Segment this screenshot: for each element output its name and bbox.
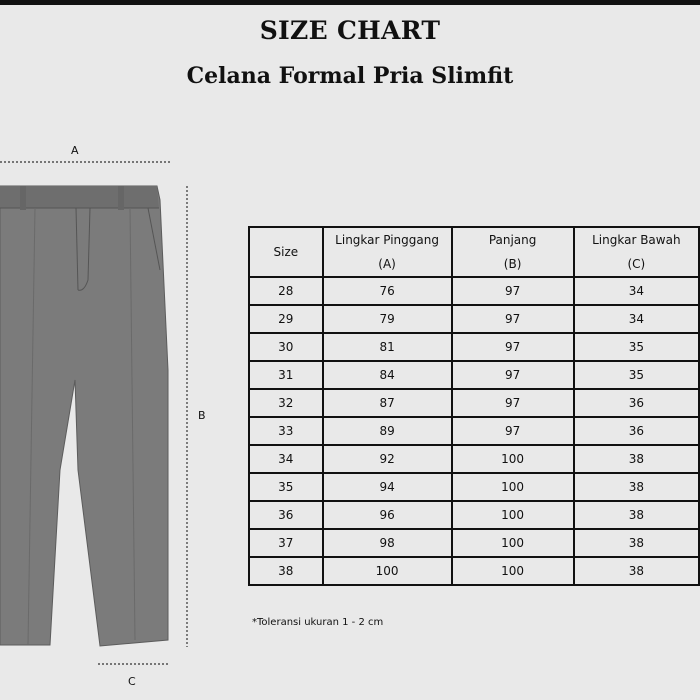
tolerance-note: *Toleransi ukuran 1 - 2 cm [252, 617, 384, 628]
header-hem-label: Lingkar Bawah [592, 233, 681, 247]
cell-waist: 96 [323, 501, 452, 529]
cell-waist: 87 [323, 389, 452, 417]
cell-length: 100 [452, 501, 574, 529]
cell-hem: 38 [574, 501, 699, 529]
cell-length: 97 [452, 333, 574, 361]
cell-waist: 92 [323, 445, 452, 473]
pants-diagram [0, 140, 230, 690]
cell-hem: 38 [574, 529, 699, 557]
cell-waist: 98 [323, 529, 452, 557]
size-table [248, 226, 700, 586]
cell-waist: 76 [323, 277, 452, 305]
cell-length: 97 [452, 389, 574, 417]
cell-size: 32 [249, 389, 323, 417]
cell-hem: 36 [574, 389, 699, 417]
table-row [249, 473, 699, 501]
cell-waist: 94 [323, 473, 452, 501]
cell-length: 97 [452, 417, 574, 445]
cell-waist: 84 [323, 361, 452, 389]
cell-length: 97 [452, 277, 574, 305]
table-row [249, 501, 699, 529]
table-row [249, 333, 699, 361]
cell-hem: 34 [574, 277, 699, 305]
header-length-code: (B) [503, 257, 522, 271]
header-length [452, 227, 574, 277]
cell-size: 34 [249, 445, 323, 473]
cell-size: 35 [249, 473, 323, 501]
cell-size: 37 [249, 529, 323, 557]
cell-length: 97 [452, 305, 574, 333]
cell-size: 31 [249, 361, 323, 389]
table-row [249, 389, 699, 417]
table-row [249, 417, 699, 445]
cell-hem: 38 [574, 473, 699, 501]
table-header-row [249, 227, 699, 277]
cell-size: 30 [249, 333, 323, 361]
top-border [0, 0, 700, 5]
header-waist-label: Lingkar Pinggang [335, 233, 439, 247]
cell-hem: 35 [574, 361, 699, 389]
header-waist-code: (A) [378, 257, 396, 271]
cell-length: 100 [452, 445, 574, 473]
table-row [249, 305, 699, 333]
table-row [249, 361, 699, 389]
page-title: SIZE CHART [259, 16, 441, 45]
cell-waist: 89 [323, 417, 452, 445]
header-size [249, 227, 323, 277]
cell-size: 33 [249, 417, 323, 445]
table-row [249, 529, 699, 557]
cell-size: 28 [249, 277, 323, 305]
header-waist [323, 227, 452, 277]
table-row [249, 277, 699, 305]
cell-size: 29 [249, 305, 323, 333]
cell-length: 100 [452, 473, 574, 501]
cell-hem: 38 [574, 445, 699, 473]
label-c: C [128, 675, 136, 688]
cell-hem: 35 [574, 333, 699, 361]
page-subtitle: Celana Formal Pria Slimfit [186, 63, 514, 89]
label-b: B [198, 409, 206, 422]
cell-waist: 79 [323, 305, 452, 333]
cell-waist: 81 [323, 333, 452, 361]
table-row [249, 557, 699, 585]
header-length-label: Panjang [488, 233, 537, 247]
pants-image [0, 186, 168, 646]
cell-length: 100 [452, 557, 574, 585]
cell-hem: 38 [574, 557, 699, 585]
cell-length: 100 [452, 529, 574, 557]
cell-size: 38 [249, 557, 323, 585]
cell-waist: 100 [323, 557, 452, 585]
header-hem-code: (C) [627, 257, 646, 271]
header-hem [574, 227, 699, 277]
cell-size: 36 [249, 501, 323, 529]
header-size-label: Size [273, 245, 299, 259]
cell-hem: 36 [574, 417, 699, 445]
cell-length: 97 [452, 361, 574, 389]
label-a: A [71, 144, 79, 157]
table-row [249, 445, 699, 473]
cell-hem: 34 [574, 305, 699, 333]
